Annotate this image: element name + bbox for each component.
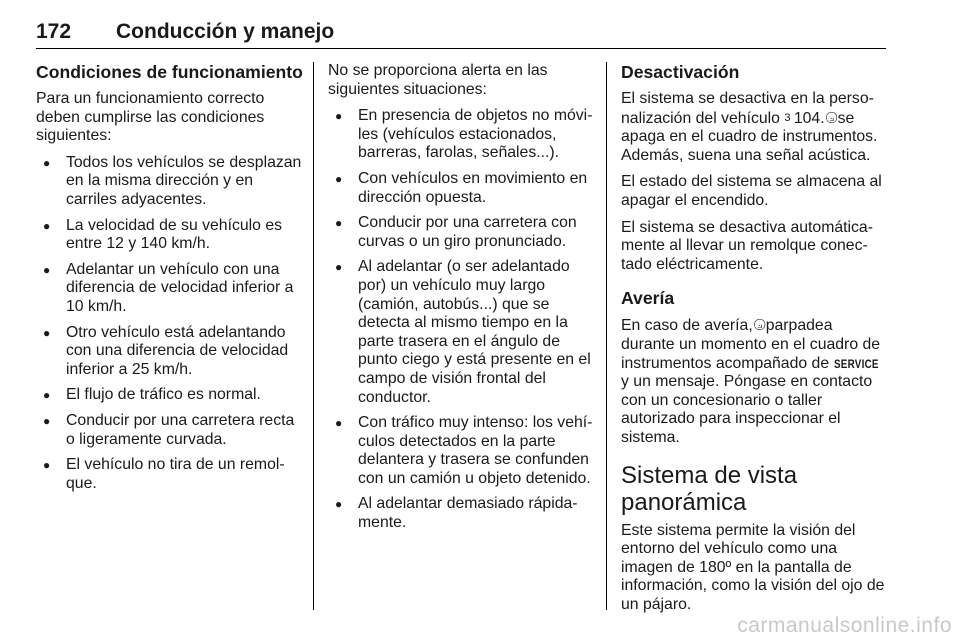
text-run: parpadea durante un momento en el cuadro de instrumentos acompañado de: [621, 317, 881, 372]
paragraph: [621, 316, 889, 447]
column-divider: [313, 62, 314, 610]
column-3: [621, 62, 889, 622]
list-item: ● El flujo de tráfico es normal.: [36, 386, 302, 405]
paragraph: El estado del sistema se almacena al apagar el encendido.: [621, 173, 882, 209]
section-heading-panoramic: Sistema de vista panorámica: [621, 461, 798, 516]
list-item: ● Conducir por una carretera con curvas o un giro pronunciado.: [328, 214, 594, 251]
paragraph: El sistema se desactiva automáticamente al llevar un remolque conectado eléctricamente.: [621, 218, 873, 273]
list-item: ● Todos los vehículos se desplazan en la misma dirección y en carriles adyacentes.: [36, 154, 302, 210]
chapter-title: Conducción y manejo: [116, 20, 335, 43]
page-reference[interactable]: 104.: [793, 109, 825, 127]
blind-spot-warning-icon: ⟓⃝: [829, 111, 834, 124]
service-indicator-icon: SERVICE: [833, 356, 879, 371]
list-item: ● Con vehículos en movimiento en dirección opuesta.: [328, 170, 594, 207]
watermark: carmanualsonline.info: [737, 614, 952, 637]
paragraph: Para un funcionamiento correcto deben cumplirse las condiciones siguientes:: [36, 90, 265, 145]
text-run: En caso de avería,: [621, 317, 758, 335]
paragraph: [621, 90, 889, 165]
text-run: y un mensaje. Póngase en contacto con un concesionario o taller autorizado para inspeccionar el sistema.: [621, 373, 873, 446]
section-heading-conditions: Condiciones de funcionamiento: [36, 62, 303, 82]
page-header: [36, 14, 886, 49]
paragraph: Este sistema permite la visión del entorno del vehículo como una imagen de 180º en la pantalla de información, como la visión del ojo de un pájaro.: [621, 521, 885, 613]
page-number: 172: [36, 20, 72, 43]
list-item: ● Otro vehículo está adelantando con una diferencia de velocidad inferior a 25 km/h.: [36, 324, 302, 380]
bullet-list: [36, 154, 302, 494]
list-item: ● Al adelantar demasiado rápidamente.: [328, 495, 594, 532]
list-item: ● Al adelantar (o ser adelantado por) un vehículo muy largo (camión, autobús...) que se detecta al mismo tiempo en la parte trasera en el ángulo de punto ciego y está presente en el campo de visión frontal del conductor.: [328, 258, 594, 407]
blind-spot-warning-icon: ⟓⃝: [757, 319, 762, 332]
list-item: ● La velocidad de su vehículo es entre 12 y 140 km/h.: [36, 217, 302, 254]
text-run: El sistema se desactiva en la personalización del vehículo: [621, 90, 874, 127]
list-item: ● Conducir por una carretera recta o ligeramente curvada.: [36, 412, 302, 449]
list-item: ● Con tráfico muy intenso: los vehículos detectados en la parte delantera y trasera se confunden con un camión u objeto detenido.: [328, 414, 594, 488]
column-1: [36, 62, 302, 500]
list-item: ● Adelantar un vehículo con una diferencia de velocidad inferior a 10 km/h.: [36, 261, 302, 317]
list-item: ● El vehículo no tira de un remolque.: [36, 456, 302, 493]
bullet-list: [328, 107, 594, 532]
list-item: ● En presencia de objetos no móviles (vehículos estacionados, barreras, farolas, señales...).: [328, 107, 594, 163]
section-heading-deactivation: Desactivación: [621, 62, 740, 82]
reference-arrow-icon: 3: [784, 111, 790, 124]
paragraph: No se proporciona alerta en las siguientes situaciones:: [328, 62, 548, 98]
text-run: se apaga en el cuadro de instrumentos. Además, suena una señal acústica.: [621, 109, 878, 164]
column-2: [328, 62, 594, 540]
column-divider: [606, 62, 607, 610]
section-heading-fault: Avería: [621, 288, 675, 309]
